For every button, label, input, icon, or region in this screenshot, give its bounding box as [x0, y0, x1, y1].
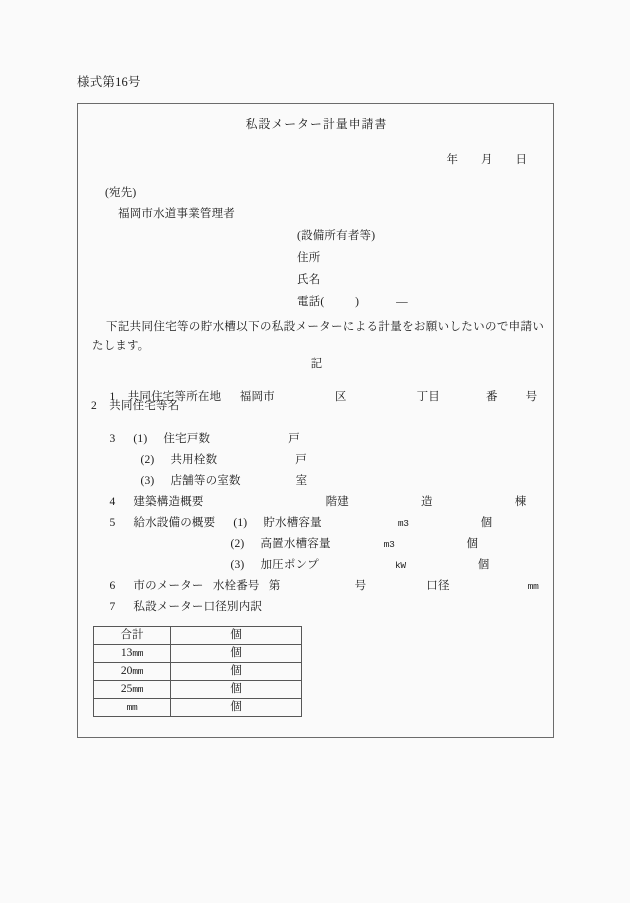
meter-quantity-cell[interactable]: 個	[171, 699, 302, 717]
item-5-label: 給水設備の概要	[133, 517, 216, 529]
meter-size-cell: 合計	[94, 627, 171, 645]
item-4-buildings: 棟	[514, 496, 527, 508]
item-7-label: 私設メーター口径別内訳	[133, 601, 263, 613]
item-1-label: 1 共同住宅等所在地 福岡市	[109, 391, 275, 403]
item-5-3-count-unit: 個	[477, 559, 490, 571]
item-3-number: 3	[109, 433, 116, 445]
item-6-number: 6	[109, 580, 116, 592]
item-1-ban: 番	[485, 391, 498, 403]
table-row	[94, 627, 302, 645]
table-row	[94, 663, 302, 681]
item-5-2-sub: (2)	[230, 538, 245, 550]
item-3-3-label: 店舗等の室数	[170, 475, 241, 487]
item-5-3-unit: kW	[394, 560, 406, 571]
item-1-ku: 区	[334, 391, 347, 403]
meter-quantity-cell[interactable]: 個	[171, 645, 302, 663]
applicant-telephone-label: 電話( ) —	[297, 296, 408, 308]
applicant-name-label: 氏名	[297, 274, 321, 286]
table-row	[94, 645, 302, 663]
item-5-2-count-unit: 個	[466, 538, 479, 550]
item-4-number: 4	[109, 496, 116, 508]
meter-quantity-cell[interactable]: 個	[171, 627, 302, 645]
item-3-1-label: 住宅戸数	[163, 433, 211, 445]
item-6-diameter-label: 口径	[426, 580, 450, 592]
applicant-address-label: 住所	[297, 252, 321, 264]
item-3-3-unit: 室	[295, 475, 308, 487]
addressee-name: 福岡市水道事業管理者	[118, 208, 235, 220]
item-3-1-sub: (1)	[133, 433, 148, 445]
item-7-number: 7	[109, 601, 116, 613]
item-5-2-unit: m3	[383, 539, 395, 550]
addressee-label: (宛先)	[105, 187, 137, 199]
item-6-go: 号	[354, 580, 367, 592]
item-5-1-count-unit: 個	[480, 517, 493, 529]
item-3-2-sub: (2)	[140, 454, 155, 466]
table-row	[94, 681, 302, 699]
form-number-label: 様式第16号	[77, 75, 141, 89]
item-5-3-sub: (3)	[230, 559, 245, 571]
item-3-1-unit: 戸	[288, 433, 300, 445]
meter-breakdown-table	[93, 626, 302, 717]
body-paragraph: 下記共同住宅等の貯水槽以下の私設メーターによる計量をお願いしたいので申請いたします。	[92, 321, 544, 352]
meter-size-cell: 25mm	[94, 681, 171, 699]
item-7-private-meter-breakdown	[91, 586, 262, 626]
meter-size-unit: mm	[132, 647, 144, 659]
item-5-number: 5	[109, 517, 116, 529]
item-4-construction: 造	[421, 496, 433, 508]
meter-size-unit: mm	[132, 665, 144, 677]
item-6-unit: mm	[527, 581, 539, 592]
meter-size-unit: mm	[126, 701, 138, 713]
meter-size-cell: 13mm	[94, 645, 171, 663]
item-5-3-label: 加圧ポンプ	[260, 559, 319, 571]
meter-size-cell: 20mm	[94, 663, 171, 681]
table-row	[94, 699, 302, 717]
date-line: 年 月 日	[446, 154, 527, 166]
item-1-chome: 丁目	[416, 391, 440, 403]
item-3-2-label: 共用栓数	[170, 454, 218, 466]
meter-quantity-cell[interactable]: 個	[171, 681, 302, 699]
item-3-2-unit: 戸	[295, 454, 307, 466]
form-frame	[77, 103, 554, 738]
item-5-2-label: 高置水槽容量	[260, 538, 331, 550]
meter-quantity-cell[interactable]: 個	[171, 663, 302, 681]
item-6-label: 市のメーター 水栓番号 第	[133, 580, 281, 592]
item-2-building-name: 2 共同住宅等名	[91, 400, 180, 412]
meter-breakdown-body	[94, 627, 302, 717]
meter-size-cell	[94, 699, 171, 717]
item-5-1-label: 貯水槽容量	[263, 517, 322, 529]
item-1-go: 号	[525, 391, 538, 403]
applicant-heading: (設備所有者等)	[297, 230, 376, 242]
item-4-floors: 階建	[325, 496, 350, 508]
meter-size-unit: mm	[132, 683, 144, 695]
item-5-1-sub: (1)	[233, 517, 248, 529]
item-3-3-sub: (3)	[140, 475, 155, 487]
item-4-label: 建築構造概要	[133, 496, 204, 508]
ki-marker: 記	[310, 358, 323, 370]
item-5-1-unit: m3	[397, 518, 409, 529]
page-title: 私設メーター計量申請書	[245, 117, 388, 131]
